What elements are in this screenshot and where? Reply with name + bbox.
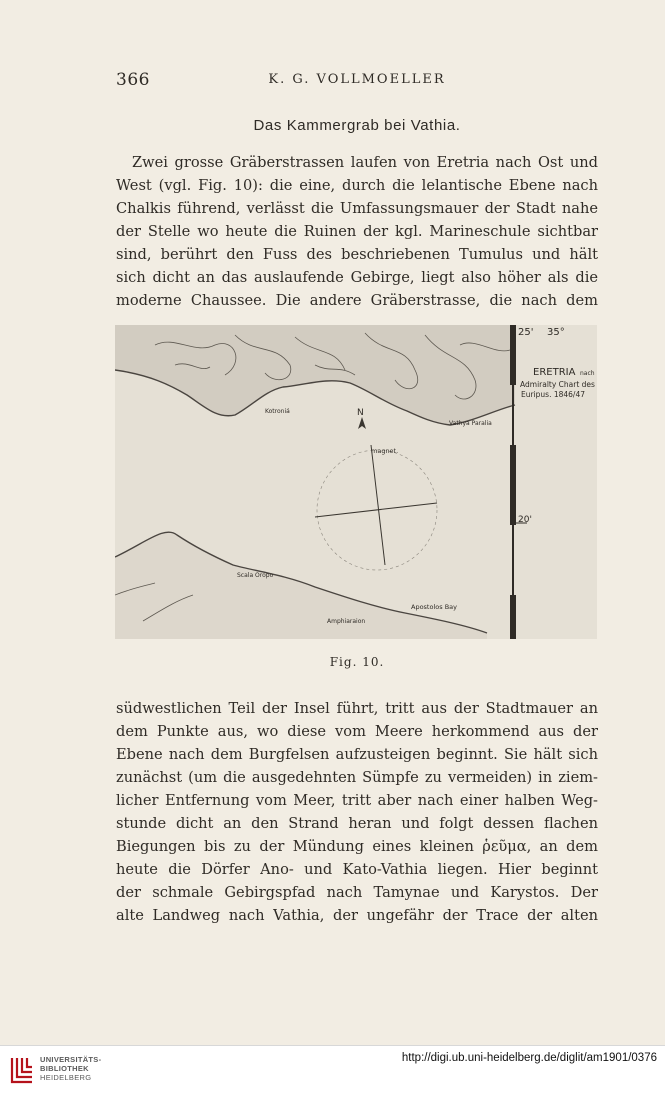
boeotia-land	[115, 532, 487, 639]
scale-bar-block-bottom	[510, 595, 516, 639]
map-label-north: N	[357, 408, 364, 418]
text-line: Chalkis führend, verlässt die Umfassungsmauer der Stadt nahe	[116, 200, 598, 217]
text-line: West (vgl. Fig. 10): die eine, durch die lelantische Ebene nach	[116, 177, 598, 194]
map-label-source-2: Euripus. 1846/47	[521, 390, 586, 399]
text-line: moderne Chaussee. Die andere Gräberstrasse, die nach dem	[116, 292, 598, 309]
paragraph-1	[116, 151, 598, 312]
text-line: sich dicht an das auslaufende Gebirge, liegt also höher als die	[116, 269, 598, 286]
map-label-kotroni: Kotroniá	[265, 408, 290, 415]
text-line: zunächst (um die ausgedehnten Sümpfe zu vermeiden) in ziem-	[116, 769, 598, 786]
text-line: Zwei grosse Gräberstrassen laufen von Eretria nach Ost und	[132, 154, 598, 171]
map-figure	[115, 325, 597, 639]
compass-needle-vertical	[371, 445, 385, 565]
text-line: alte Landweg nach Vathia, der ungefähr der Trace der alten	[116, 907, 598, 924]
text-line: der schmale Gebirgspfad nach Tamynae und Karystos. Der	[116, 884, 598, 901]
text-line: der Stelle wo heute die Ruinen der kgl. Marineschule sichtbar	[116, 223, 598, 240]
map-label-amphiaraion: Amphiaraion	[327, 618, 366, 625]
map-label-apostolos: Apostolos Bay	[411, 603, 457, 611]
library-logo-icon	[6, 1054, 38, 1086]
map-label-source-1: Admiralty Chart des	[520, 380, 595, 389]
compass-needle-horizontal	[315, 503, 437, 517]
running-head	[116, 70, 598, 90]
map-label-magnetic: magnet.	[371, 447, 399, 455]
library-name-line-1: UNIVERSITÄTS-	[40, 1055, 102, 1064]
eretria-map	[115, 325, 597, 639]
text-line: heute die Dörfer Ano- und Kato-Vathia liegen. Hier beginnt	[116, 861, 598, 878]
map-label-scale-top-1: 25'	[518, 327, 534, 338]
map-label-scale-mid: 20'	[518, 515, 532, 525]
paragraph-2	[116, 697, 598, 927]
library-name-line-2: BIBLIOTHEK	[40, 1064, 89, 1073]
text-line: südwestlichen Teil der Insel führt, tritt aus der Stadtmauer an	[116, 700, 598, 717]
text-line: Biegungen bis zu der Mündung eines kleinen ῥεῦμα, an dem	[116, 838, 598, 855]
page-number: 366	[116, 70, 150, 90]
text-line: licher Entfernung vom Meer, tritt aber nach einer halben Weg-	[116, 792, 598, 809]
text-line: dem Punkte aus, wo diese vom Meere herkommend aus der	[116, 723, 598, 740]
text-line: sind, berührt den Fuss des beschriebenen Tumulus und hält	[116, 246, 598, 263]
source-url-link[interactable]: http://digi.ub.uni-heidelberg.de/diglit/am1901/0376	[401, 1052, 657, 1064]
section-title: Das Kammergrab bei Vathia.	[253, 117, 461, 134]
library-name	[40, 1055, 101, 1082]
map-label-vathia: Vathya Paralia	[449, 420, 492, 427]
scale-bar-block-mid	[510, 445, 516, 525]
text-line: Ebene nach dem Burgfelsen aufzusteigen beginnt. Sie hält sich	[116, 746, 598, 763]
scale-bar-block-top	[510, 325, 516, 385]
running-head-author: K. G. VOLLMOELLER	[268, 72, 446, 87]
library-footer	[0, 1045, 665, 1094]
map-label-note-after: nach	[580, 370, 595, 377]
map-label-scale-top-2: 35°	[547, 327, 565, 338]
euboea-land	[115, 325, 515, 425]
north-arrow-icon	[358, 417, 366, 429]
map-label-title: ERETRIA	[533, 367, 576, 378]
library-name-line-3: HEIDELBERG	[40, 1073, 92, 1082]
text-line: stunde dicht an den Strand heran und folgt dessen flachen	[116, 815, 598, 832]
figure-caption: Fig. 10.	[329, 655, 385, 669]
map-label-skala: Scala Oropo	[237, 572, 274, 579]
